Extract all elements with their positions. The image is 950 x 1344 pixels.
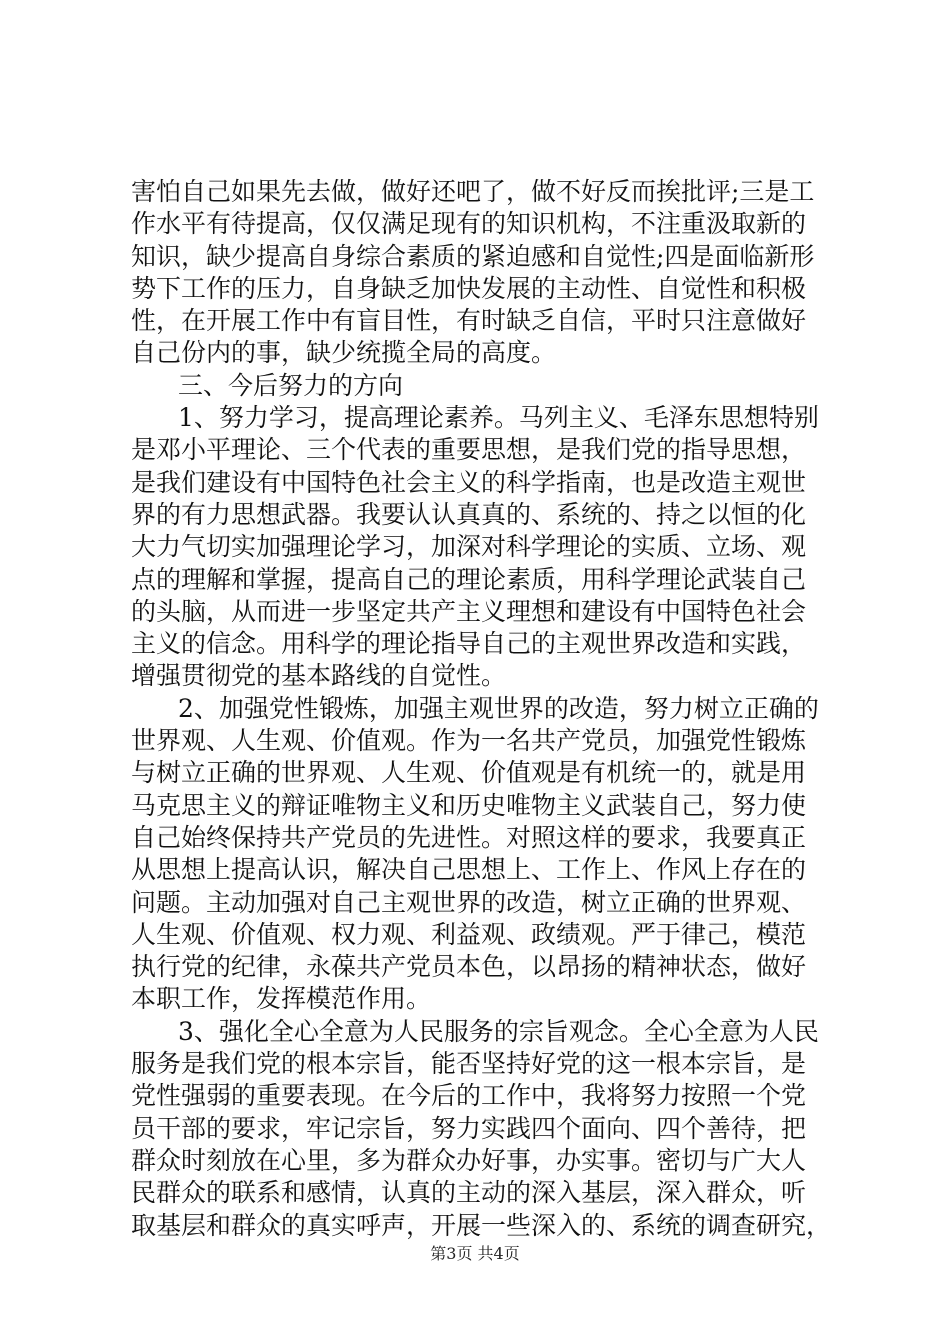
text-line: 民群众的联系和感情，认真的主动的深入基层，深入群众，听 <box>131 1178 807 1208</box>
text-line: 问题。主动加强对自己主观世界的改造，树立正确的世界观、 <box>131 887 807 917</box>
text-line: 是我们建设有中国特色社会主义的科学指南，也是改造主观世 <box>131 467 807 497</box>
text-line: 3、强化全心全意为人民服务的宗旨观念。全心全意为人民 <box>178 1016 819 1046</box>
text-line: 员干部的要求，牢记宗旨，努力实践四个面向、四个善待，把 <box>131 1113 807 1143</box>
text-line: 从思想上提高认识，解决自己思想上、工作上、作风上存在的 <box>131 855 807 885</box>
text-line: 界的有力思想武器。我要认认真真的、系统的、持之以恒的化 <box>131 499 807 529</box>
text-line: 世界观、人生观、价值观。作为一名共产党员，加强党性锻炼 <box>131 726 807 756</box>
text-line: 三、今后努力的方向 <box>178 370 404 400</box>
text-line: 党性强弱的重要表现。在今后的工作中，我将努力按照一个党 <box>131 1081 807 1111</box>
text-line: 与树立正确的世界观、人生观、价值观是有机统一的，就是用 <box>131 758 807 788</box>
text-line: 点的理解和掌握，提高自己的理论素质，用科学理论武装自己 <box>131 564 807 594</box>
document-body <box>131 176 836 1242</box>
text-line: 本职工作，发挥模范作用。 <box>131 984 432 1014</box>
text-line: 群众时刻放在心里，多为群众办好事，办实事。密切与广大人 <box>131 1145 807 1175</box>
text-line: 主义的信念。用科学的理论指导自己的主观世界改造和实践， <box>131 629 807 659</box>
text-line: 是邓小平理论、三个代表的重要思想，是我们党的指导思想， <box>131 435 807 465</box>
text-line: 增强贯彻党的基本路线的自觉性。 <box>131 661 507 691</box>
text-line: 马克思主义的辩证唯物主义和历史唯物主义武装自己，努力使 <box>131 790 807 820</box>
text-line: 势下工作的压力，自身缺乏加快发展的主动性、自觉性和积极 <box>131 273 807 303</box>
text-line: 害怕自己如果先去做，做好还吧了，做不好反而挨批评;三是工 <box>131 177 815 206</box>
text-line: 知识，缺少提高自身综合素质的紧迫感和自觉性;四是面临新形 <box>131 241 815 271</box>
text-line: 1、努力学习，提高理论素养。马列主义、毛泽东思想特别 <box>178 403 819 433</box>
text-line: 人生观、价值观、权力观、利益观、政绩观。严于律己，模范 <box>131 919 807 949</box>
text-line: 的头脑，从而进一步坚定共产主义理想和建设有中国特色社会 <box>131 596 807 626</box>
text-line: 大力气切实加强理论学习，加深对科学理论的实质、立场、观 <box>131 532 807 562</box>
text-line: 自己份内的事，缺少统揽全局的高度。 <box>131 338 557 368</box>
text-line: 执行党的纪律，永葆共产党员本色，以昂扬的精神状态，做好 <box>131 952 807 982</box>
page-footer: 第3页 共4页 <box>430 1244 520 1263</box>
text-line: 作水平有待提高，仅仅满足现有的知识机构，不注重汲取新的 <box>131 209 807 239</box>
text-line: 服务是我们党的根本宗旨，能否坚持好党的这一根本宗旨，是 <box>131 1049 807 1079</box>
text-line: 取基层和群众的真实呼声，开展一些深入的、系统的调查研究， <box>131 1210 832 1240</box>
text-line: 自己始终保持共产党员的先进性。对照这样的要求，我要真正 <box>131 822 807 852</box>
text-line: 性，在开展工作中有盲目性，有时缺乏自信，平时只注意做好 <box>131 306 807 336</box>
text-line: 2、加强党性锻炼，加强主观世界的改造，努力树立正确的 <box>178 693 819 723</box>
